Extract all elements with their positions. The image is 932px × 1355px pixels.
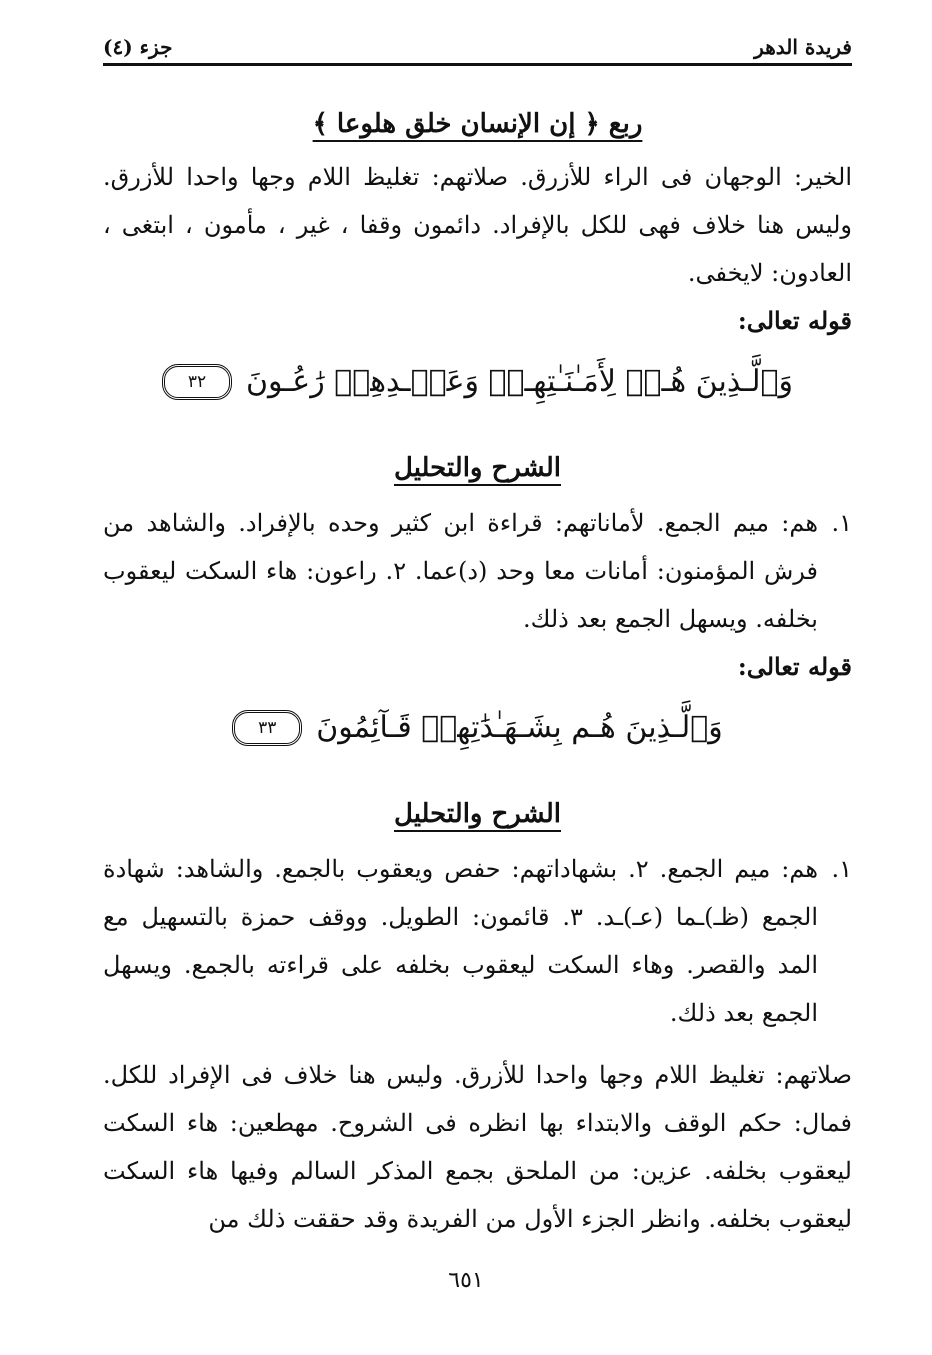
ayah-number-badge: ٣٢ <box>162 364 232 400</box>
commentary-heading: الشرح والتحليل <box>394 453 561 483</box>
page-number: ٦٥١ <box>448 1268 484 1293</box>
spacer <box>103 1037 852 1051</box>
item-text: هم: ميم الجمع. ٢. بشهاداتهم: حفص ويعقوب بالجمع. والشاهد: شهادة الجمع (ظـ)ـما (عـ)ـد. ٣. قائمون: الطويل. ووقف حمزة بالتسهيل مع المد والقصر. وهاء السكت ليعقوب بخلفه على قراءته بالجمع. ويسهل الجمع بعد ذلك. <box>103 855 818 1027</box>
item-number: ١. <box>831 855 852 883</box>
book-title: فريدة الدهر <box>754 35 852 59</box>
closing-paragraph: صلاتهم: تغليظ اللام وجها واحدا للأزرق. وليس هنا خلاف فى الإفراد للكل. فمال: حكم الوقف والابتداء بها انظره فى الشروح. مهطعين: هاء السكت ليعقوب بخلفه. عزين: من الملحق بجمع المذكر السالم وفيها هاء السكت ليعقوب بخلفه. وانظر الجزء الأول من الفريدة وقد حققت ذلك من <box>103 1061 853 1233</box>
ayah-number-badge: ٣٣ <box>232 710 302 746</box>
commentary-item <box>103 499 852 643</box>
part-label: جزء (٤) <box>103 35 173 59</box>
item-text: هم: ميم الجمع. لأماناتهم: قراءة ابن كثير وحده بالإفراد. والشاهد من فرش المؤمنون: أمانات معا وحد (د)عما. ٢. راعون: هاء السكت ليعقوب بخلفه. ويسهل الجمع بعد ذلك. <box>103 509 818 633</box>
verse-text: وَٱلَّـذِينَ هُـمۡ لِأَمَـٰنَـٰتِهِـمۡ وَعَهۡـدِهِمۡ رَٰعُـونَ <box>245 364 794 399</box>
section-title: ربع ﴿ إن الإنسان خلق هلوعا ﴾ <box>312 109 643 139</box>
qawluhu-label: قوله تعالى: <box>737 652 852 681</box>
verse-text: وَٱلَّـذِينَ هُـم بِشَـهَـٰدَٰتِهِمۡ قَـآئِمُونَ <box>316 710 723 745</box>
qawluhu-label: قوله تعالى: <box>737 306 852 335</box>
commentary-heading: الشرح والتحليل <box>394 799 561 829</box>
item-number: ١. <box>831 509 852 537</box>
commentary-item <box>103 845 852 1037</box>
quran-verse <box>103 691 852 765</box>
running-header <box>103 30 852 66</box>
page-content <box>103 95 852 1243</box>
intro-paragraph: الخير: الوجهان فى الراء للأزرق. صلاتهم: تغليظ اللام وجها واحدا للأزرق. وليس هنا خلاف فهى للكل بالإفراد. دائمون وقفا ، غير ، مأمون ، ابتغى ، العادون: لايخفى. <box>103 163 852 287</box>
quran-verse <box>103 345 852 419</box>
